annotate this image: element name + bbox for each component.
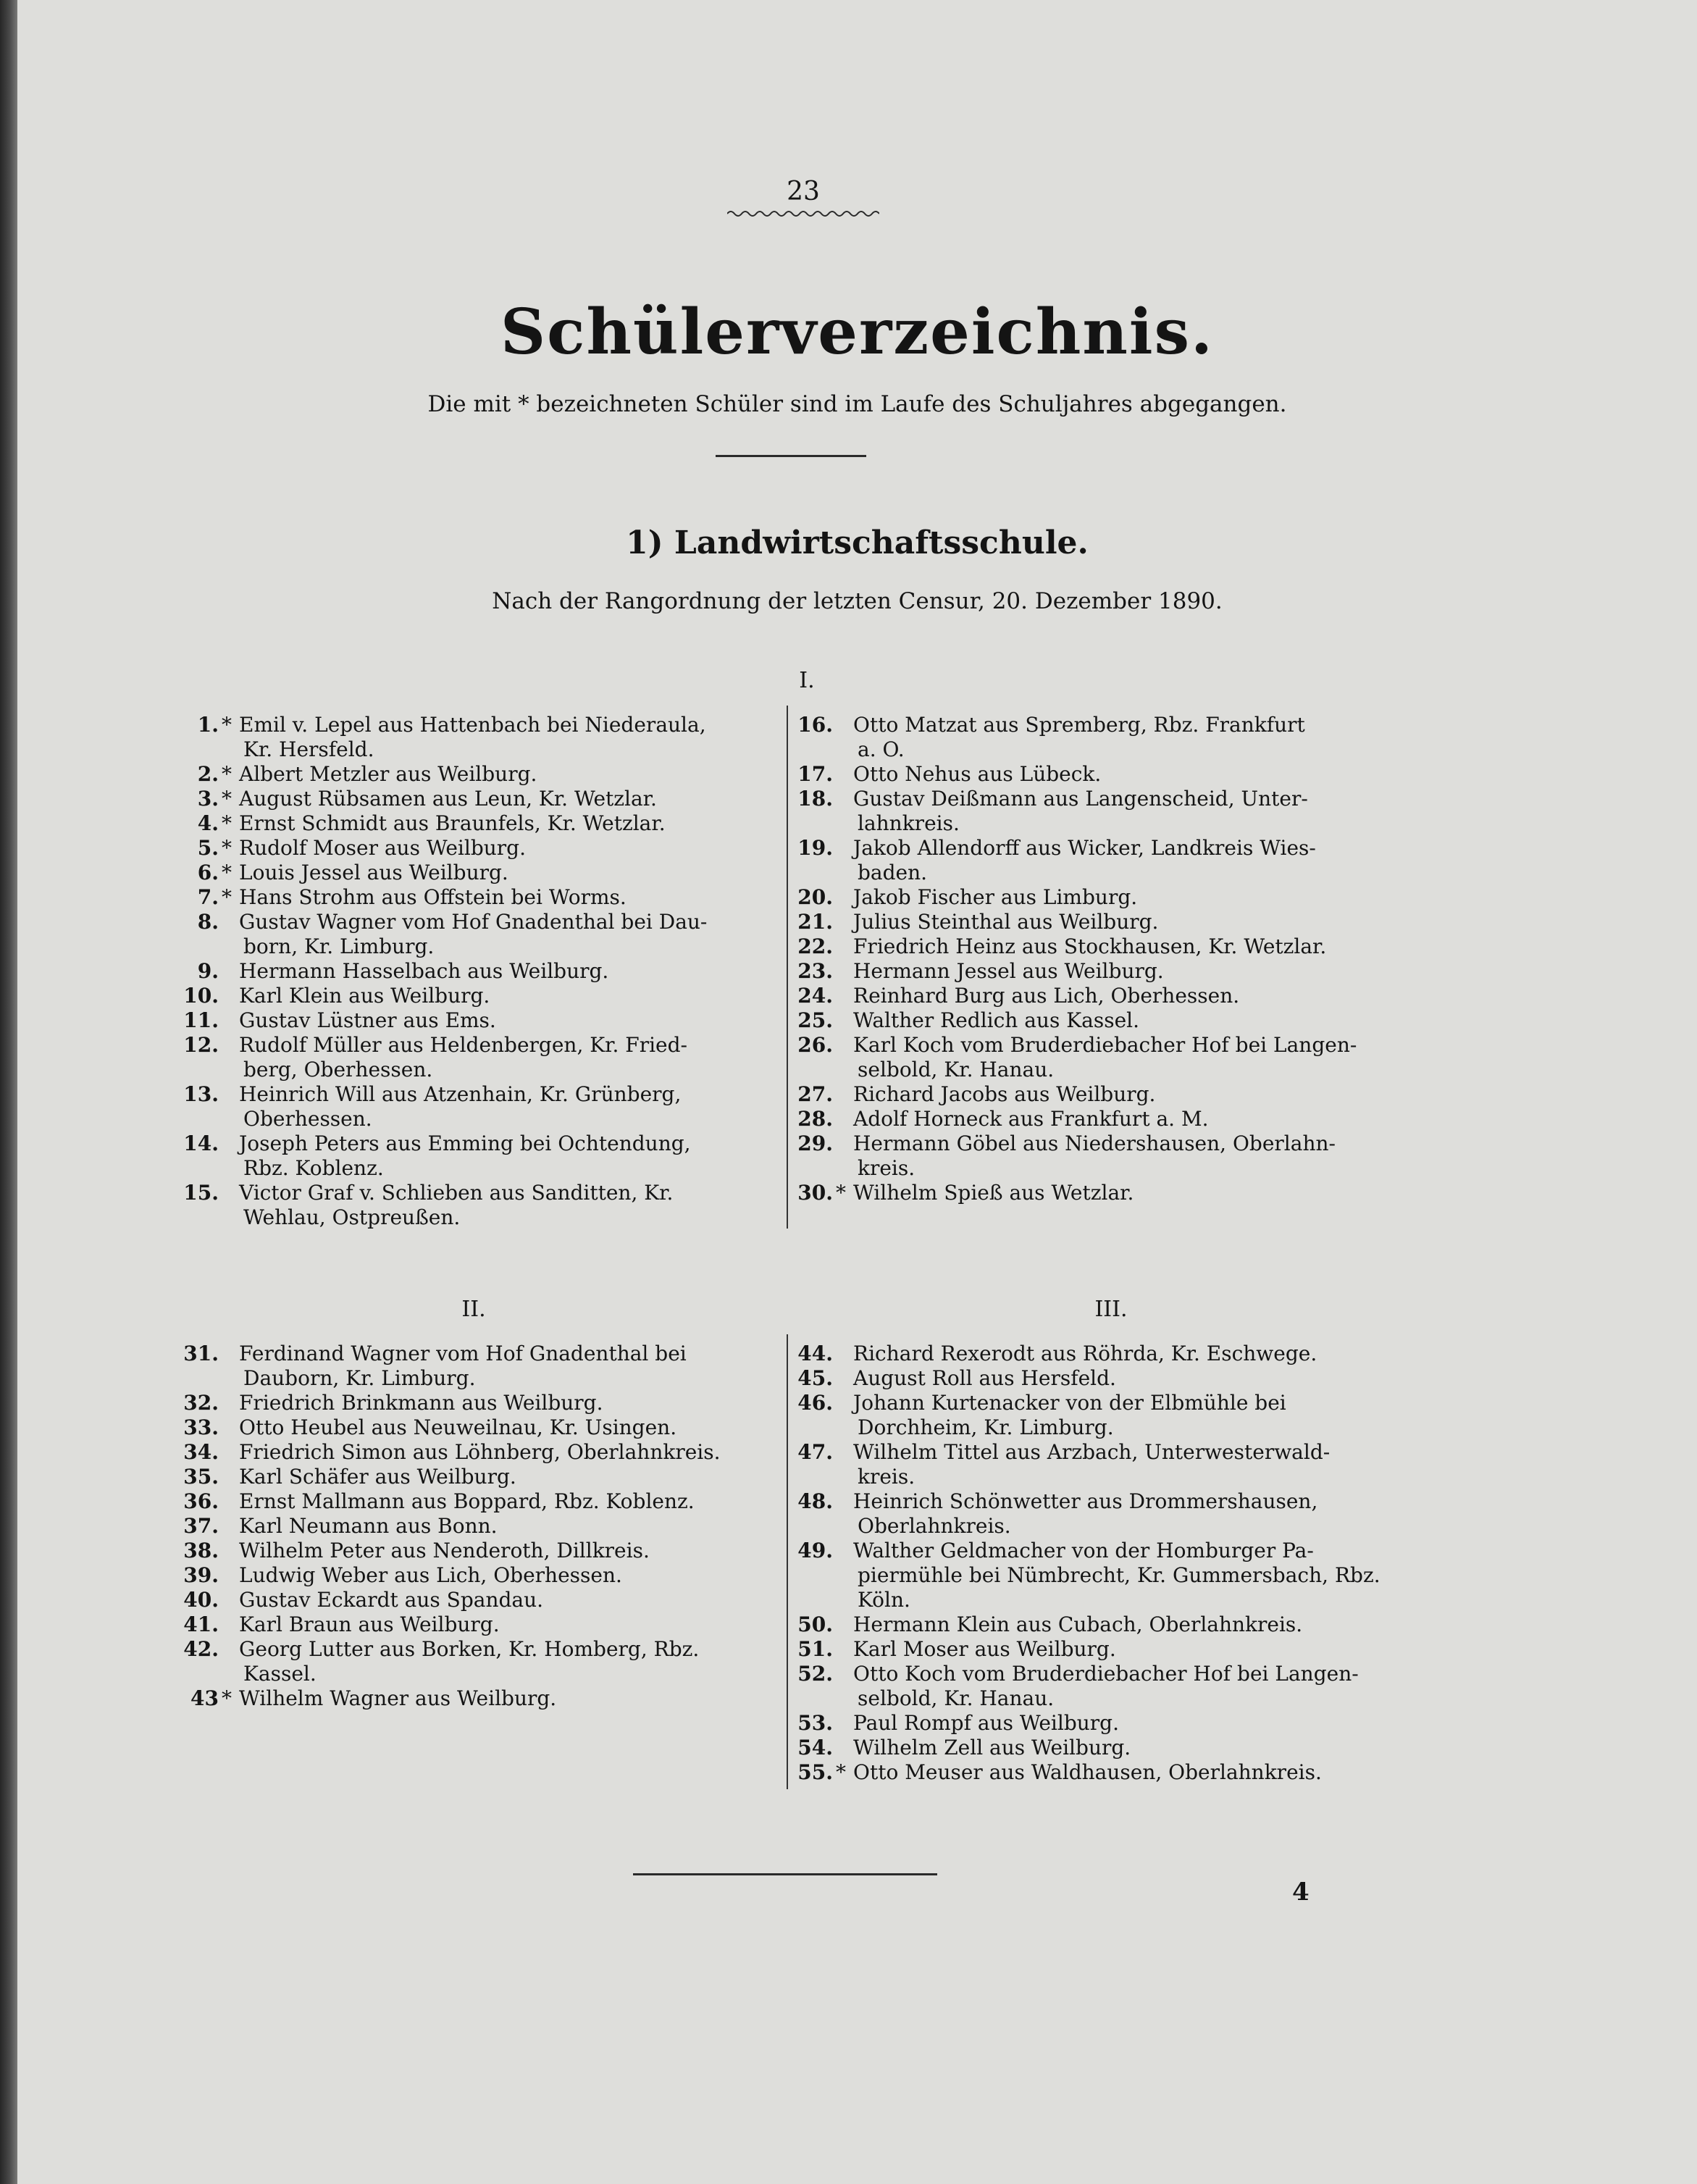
entry-text: Köln.	[858, 1588, 910, 1612]
departed-marker	[833, 1033, 849, 1058]
entry-text: Gustav Lüstner aus Ems.	[239, 1008, 496, 1032]
entry-text: piermühle bei Nümbrecht, Kr. Gummersbach, Rbz.	[858, 1563, 1380, 1587]
entry-text: kreis.	[858, 1156, 915, 1180]
student-entry	[776, 1489, 1428, 1539]
departed-marker	[219, 1612, 235, 1637]
entry-text: selbold, Kr. Hanau.	[858, 1686, 1055, 1710]
entry-number: 22.	[797, 934, 833, 958]
class-one-left-list	[162, 713, 778, 1230]
student-entry	[162, 1563, 778, 1588]
entry-text: Hermann Hasselbach aus Weilburg.	[239, 959, 609, 983]
departed-marker	[833, 1711, 849, 1736]
class-one-right-list	[776, 713, 1428, 1205]
class-label-three: III.	[1094, 1297, 1128, 1322]
student-entry	[776, 959, 1428, 984]
student-entry	[162, 1612, 778, 1637]
departed-marker	[833, 885, 849, 910]
entry-number: 17.	[797, 762, 833, 786]
entry-number: 44.	[797, 1342, 833, 1365]
departed-marker	[219, 910, 235, 934]
entry-number: 6.	[197, 861, 219, 884]
entry-text: Otto Koch vom Bruderdiebacher Hof bei Langen-	[853, 1662, 1359, 1686]
departed-marker	[833, 1008, 849, 1033]
entry-text: Ludwig Weber aus Lich, Oberhessen.	[239, 1563, 622, 1587]
departed-marker	[219, 1539, 235, 1563]
entry-text: Oberlahnkreis.	[858, 1514, 1011, 1538]
entry-text: Wilhelm Tittel aus Arzbach, Unterwesterwald-	[853, 1440, 1331, 1464]
student-entry	[162, 1588, 778, 1612]
entry-number: 13.	[183, 1082, 219, 1106]
entry-number: 51.	[797, 1637, 833, 1661]
student-entry	[776, 713, 1428, 762]
student-entry	[776, 836, 1428, 885]
student-entry	[162, 861, 778, 885]
departed-marker	[219, 1131, 235, 1156]
entry-number: 9.	[197, 959, 219, 983]
entry-number: 3.	[197, 787, 219, 811]
student-entry	[162, 836, 778, 861]
entry-text: Georg Lutter aus Borken, Kr. Homberg, Rbz.	[239, 1637, 700, 1661]
entry-number: 52.	[797, 1662, 833, 1686]
entry-number: 23.	[797, 959, 833, 983]
student-entry	[776, 1131, 1428, 1181]
entry-text: Gustav Wagner vom Hof Gnadenthal bei Dau-	[239, 910, 708, 934]
entry-text: Johann Kurtenacker von der Elbmühle bei	[853, 1391, 1286, 1415]
bottom-divider	[633, 1873, 937, 1875]
departed-marker	[833, 1637, 849, 1662]
departed-marker	[219, 1008, 235, 1033]
entry-number: 21.	[797, 910, 833, 934]
departed-marker	[833, 1391, 849, 1415]
student-entry	[162, 1539, 778, 1563]
student-entry	[776, 1736, 1428, 1760]
entry-text: Wehlau, Ostpreußen.	[243, 1205, 461, 1229]
section-heading: 1) Landwirtschaftsschule.	[626, 524, 1089, 561]
departed-marker: *	[222, 787, 232, 811]
entry-text: kreis.	[858, 1465, 915, 1489]
departed-marker	[219, 1415, 235, 1440]
entry-text: August Roll aus Hersfeld.	[853, 1366, 1116, 1390]
document-page	[17, 0, 1697, 2184]
departed-marker	[833, 1082, 849, 1107]
entry-number: 1.	[197, 713, 219, 737]
student-entry	[162, 1181, 778, 1230]
student-entry	[162, 1440, 778, 1465]
entry-text: August Rübsamen aus Leun, Kr. Wetzlar.	[239, 787, 657, 811]
entry-text: Jakob Allendorff aus Wicker, Landkreis Wies-	[853, 836, 1316, 860]
entry-number: 37.	[183, 1514, 219, 1538]
student-entry	[776, 1539, 1428, 1612]
entry-number: 7.	[197, 885, 219, 909]
entry-number: 11.	[183, 1008, 219, 1032]
entry-number: 16.	[797, 713, 833, 737]
entry-text: a. O.	[858, 737, 905, 761]
student-entry	[776, 1366, 1428, 1391]
entry-text: Dorchheim, Kr. Limburg.	[858, 1415, 1114, 1439]
student-entry	[162, 1082, 778, 1131]
entry-text: baden.	[858, 861, 928, 884]
entry-text: Emil v. Lepel aus Hattenbach bei Niederaula,	[239, 713, 706, 737]
subtitle: Die mit * bezeichneten Schüler sind im Laufe des Schuljahres abgegangen.	[427, 391, 1287, 417]
entry-text: born, Kr. Limburg.	[243, 934, 435, 958]
entry-number: 14.	[183, 1131, 219, 1155]
entry-number: 53.	[797, 1711, 833, 1735]
entry-text: Karl Braun aus Weilburg.	[239, 1612, 500, 1636]
entry-number: 45.	[797, 1366, 833, 1390]
entry-number: 46.	[797, 1391, 833, 1415]
departed-marker	[833, 1107, 849, 1131]
entry-number: 29.	[797, 1131, 833, 1155]
entry-text: Otto Heubel aus Neuweilnau, Kr. Usingen.	[239, 1415, 677, 1439]
student-entry	[162, 1415, 778, 1440]
entry-text: Rudolf Moser aus Weilburg.	[239, 836, 527, 860]
entry-text: Wilhelm Wagner aus Weilburg.	[239, 1686, 557, 1710]
entry-number: 54.	[797, 1736, 833, 1760]
entry-number: 38.	[183, 1539, 219, 1562]
entry-text: Wilhelm Peter aus Nenderoth, Dillkreis.	[239, 1539, 650, 1562]
student-entry	[162, 1342, 778, 1391]
entry-text: lahnkreis.	[858, 811, 960, 835]
entry-text: Dauborn, Kr. Limburg.	[243, 1366, 476, 1390]
student-entry	[776, 885, 1428, 910]
entry-number: 34.	[183, 1440, 219, 1464]
entry-text: Heinrich Schönwetter aus Drommershausen,	[853, 1489, 1318, 1513]
departed-marker: *	[222, 811, 232, 835]
entry-text: Richard Jacobs aus Weilburg.	[853, 1082, 1156, 1106]
class-three-list	[776, 1342, 1428, 1785]
entry-number: 12.	[183, 1033, 219, 1057]
entry-text: Kassel.	[243, 1662, 317, 1686]
entry-number: 32.	[183, 1391, 219, 1415]
departed-marker	[219, 984, 235, 1008]
student-entry	[776, 1181, 1428, 1205]
student-entry	[776, 1760, 1428, 1785]
student-entry	[162, 762, 778, 787]
entry-text: Louis Jessel aus Weilburg.	[239, 861, 508, 884]
entry-number: 47.	[797, 1440, 833, 1464]
departed-marker: *	[836, 1181, 846, 1205]
departed-marker	[219, 1563, 235, 1588]
page-number: 23	[787, 177, 820, 206]
departed-marker	[833, 910, 849, 934]
student-entry	[162, 959, 778, 984]
student-entry	[776, 1391, 1428, 1440]
entry-text: Julius Steinthal aus Weilburg.	[853, 910, 1159, 934]
departed-marker	[219, 1082, 235, 1107]
entry-text: Victor Graf v. Schlieben aus Sanditten, Kr.	[239, 1181, 674, 1205]
entry-number: 24.	[797, 984, 833, 1008]
student-entry	[162, 713, 778, 762]
entry-number: 40.	[183, 1588, 219, 1612]
entry-text: Walther Geldmacher von der Homburger Pa-	[853, 1539, 1314, 1562]
departed-marker: *	[222, 885, 232, 909]
departed-marker	[833, 1489, 849, 1514]
departed-marker	[219, 1440, 235, 1465]
student-entry	[162, 1465, 778, 1489]
entry-number: 28.	[797, 1107, 833, 1131]
entry-number: 4.	[197, 811, 219, 835]
departed-marker	[219, 1588, 235, 1612]
student-entry	[776, 1008, 1428, 1033]
student-entry	[162, 1131, 778, 1181]
entry-text: Hermann Jessel aus Weilburg.	[853, 959, 1164, 983]
entry-number: 49.	[797, 1539, 833, 1562]
departed-marker: *	[222, 836, 232, 860]
departed-marker	[219, 1342, 235, 1366]
entry-text: Ernst Schmidt aus Braunfels, Kr. Wetzlar.	[239, 811, 666, 835]
student-entry	[776, 1662, 1428, 1711]
entry-text: Otto Matzat aus Spremberg, Rbz. Frankfurt	[853, 713, 1305, 737]
entry-number: 25.	[797, 1008, 833, 1032]
student-entry	[776, 1107, 1428, 1131]
entry-number: 36.	[183, 1489, 219, 1513]
entry-text: Hermann Klein aus Cubach, Oberlahnkreis.	[853, 1612, 1303, 1636]
departed-marker	[219, 1465, 235, 1489]
student-entry	[776, 910, 1428, 934]
departed-marker	[833, 959, 849, 984]
entry-number: 41.	[183, 1612, 219, 1636]
entry-text: Gustav Deißmann aus Langenscheid, Unter-	[853, 787, 1308, 811]
departed-marker	[833, 1612, 849, 1637]
entry-number: 48.	[797, 1489, 833, 1513]
entry-text: Adolf Horneck aus Frankfurt a. M.	[853, 1107, 1209, 1131]
departed-marker: *	[222, 713, 232, 737]
departed-marker: *	[222, 762, 232, 786]
student-entry	[162, 811, 778, 836]
departed-marker	[833, 1539, 849, 1563]
departed-marker	[219, 1391, 235, 1415]
entry-number: 39.	[183, 1563, 219, 1587]
entry-number: 10.	[183, 984, 219, 1008]
entry-text: Heinrich Will aus Atzenhain, Kr. Grünberg,	[239, 1082, 682, 1106]
ranking-note: Nach der Rangordnung der letzten Censur, 20. Dezember 1890.	[492, 588, 1223, 614]
entry-number: 43	[190, 1686, 219, 1710]
entry-text: Paul Rompf aus Weilburg.	[853, 1711, 1119, 1735]
entry-number: 15.	[183, 1181, 219, 1205]
entry-text: Friedrich Simon aus Löhnberg, Oberlahnkreis.	[239, 1440, 721, 1464]
title-divider	[716, 455, 866, 457]
entry-text: Otto Meuser aus Waldhausen, Oberlahnkreis.	[853, 1760, 1322, 1784]
wavy-ornament	[727, 209, 879, 219]
student-entry	[776, 1033, 1428, 1082]
student-entry	[776, 1711, 1428, 1736]
student-entry	[162, 1489, 778, 1514]
entry-text: Karl Klein aus Weilburg.	[239, 984, 490, 1008]
entry-text: Albert Metzler aus Weilburg.	[239, 762, 537, 786]
entry-text: Friedrich Heinz aus Stockhausen, Kr. Wetzlar.	[853, 934, 1327, 958]
departed-marker: *	[836, 1760, 846, 1784]
entry-text: Richard Rexerodt aus Röhrda, Kr. Eschwege.	[853, 1342, 1317, 1365]
entry-number: 18.	[797, 787, 833, 811]
departed-marker	[833, 984, 849, 1008]
student-entry	[162, 1391, 778, 1415]
departed-marker	[833, 1440, 849, 1465]
student-entry	[776, 1440, 1428, 1489]
entry-number: 26.	[797, 1033, 833, 1057]
departed-marker	[219, 1033, 235, 1058]
entry-number: 27.	[797, 1082, 833, 1106]
student-entry	[776, 787, 1428, 836]
student-entry	[162, 1637, 778, 1686]
entry-text: Karl Schäfer aus Weilburg.	[239, 1465, 516, 1489]
departed-marker: *	[222, 861, 232, 884]
student-entry	[162, 787, 778, 811]
student-entry	[776, 1082, 1428, 1107]
student-entry	[776, 1342, 1428, 1366]
student-entry	[162, 1033, 778, 1082]
entry-text: Wilhelm Spieß aus Wetzlar.	[853, 1181, 1134, 1205]
entry-text: Walther Redlich aus Kassel.	[853, 1008, 1140, 1032]
entry-number: 31.	[183, 1342, 219, 1365]
departed-marker	[833, 713, 849, 737]
departed-marker	[219, 1181, 235, 1205]
entry-text: Jakob Fischer aus Limburg.	[853, 885, 1138, 909]
entry-text: Ernst Mallmann aus Boppard, Rbz. Koblenz.	[239, 1489, 695, 1513]
departed-marker	[219, 1637, 235, 1662]
entry-text: Gustav Eckardt aus Spandau.	[239, 1588, 544, 1612]
entry-number: 30.	[797, 1181, 833, 1205]
entry-text: Rudolf Müller aus Heldenbergen, Kr. Fried-	[239, 1033, 688, 1057]
entry-number: 35.	[183, 1465, 219, 1489]
entry-text: Hermann Göbel aus Niedershausen, Oberlahn-	[853, 1131, 1336, 1155]
entry-number: 2.	[197, 762, 219, 786]
class-label-one: I.	[799, 668, 815, 693]
departed-marker	[833, 934, 849, 959]
departed-marker	[833, 1342, 849, 1366]
student-entry	[162, 984, 778, 1008]
student-entry	[162, 910, 778, 959]
entry-text: Reinhard Burg aus Lich, Oberhessen.	[853, 984, 1240, 1008]
entry-text: berg, Oberhessen.	[243, 1058, 433, 1081]
departed-marker	[833, 1736, 849, 1760]
student-entry	[162, 1514, 778, 1539]
departed-marker	[219, 1489, 235, 1514]
departed-marker	[219, 1514, 235, 1539]
signature-mark: 4	[1292, 1878, 1310, 1907]
entry-number: 8.	[197, 910, 219, 934]
entry-text: Ferdinand Wagner vom Hof Gnadenthal bei	[239, 1342, 687, 1365]
entry-text: Karl Moser aus Weilburg.	[853, 1637, 1116, 1661]
departed-marker	[833, 787, 849, 811]
entry-number: 55.	[797, 1760, 833, 1784]
class-two-list	[162, 1342, 778, 1711]
student-entry	[776, 762, 1428, 787]
entry-text: Wilhelm Zell aus Weilburg.	[853, 1736, 1131, 1760]
entry-text: Joseph Peters aus Emming bei Ochtendung,	[239, 1131, 691, 1155]
entry-number: 5.	[197, 836, 219, 860]
entry-text: Kr. Hersfeld.	[243, 737, 374, 761]
book-spine-shadow	[0, 0, 17, 2184]
student-entry	[776, 1612, 1428, 1637]
departed-marker	[219, 959, 235, 984]
entry-number: 19.	[797, 836, 833, 860]
entry-text: Friedrich Brinkmann aus Weilburg.	[239, 1391, 603, 1415]
entry-text: Oberhessen.	[243, 1107, 372, 1131]
page-title: Schülerverzeichnis.	[500, 296, 1214, 369]
entry-text: Hans Strohm aus Offstein bei Worms.	[239, 885, 627, 909]
entry-number: 42.	[183, 1637, 219, 1661]
entry-number: 33.	[183, 1415, 219, 1439]
student-entry	[162, 1686, 778, 1711]
student-entry	[162, 1008, 778, 1033]
entry-text: Rbz. Koblenz.	[243, 1156, 384, 1180]
entry-text: Karl Neumann aus Bonn.	[239, 1514, 498, 1538]
entry-number: 50.	[797, 1612, 833, 1636]
entry-text: selbold, Kr. Hanau.	[858, 1058, 1055, 1081]
student-entry	[776, 934, 1428, 959]
student-entry	[776, 1637, 1428, 1662]
departed-marker	[833, 1366, 849, 1391]
departed-marker: *	[222, 1686, 232, 1710]
departed-marker	[833, 1131, 849, 1156]
student-entry	[776, 984, 1428, 1008]
student-entry	[162, 885, 778, 910]
departed-marker	[833, 1662, 849, 1686]
class-label-two: II.	[461, 1297, 486, 1322]
entry-number: 20.	[797, 885, 833, 909]
entry-text: Otto Nehus aus Lübeck.	[853, 762, 1102, 786]
departed-marker	[833, 836, 849, 861]
entry-text: Karl Koch vom Bruderdiebacher Hof bei Langen-	[853, 1033, 1357, 1057]
departed-marker	[833, 762, 849, 787]
